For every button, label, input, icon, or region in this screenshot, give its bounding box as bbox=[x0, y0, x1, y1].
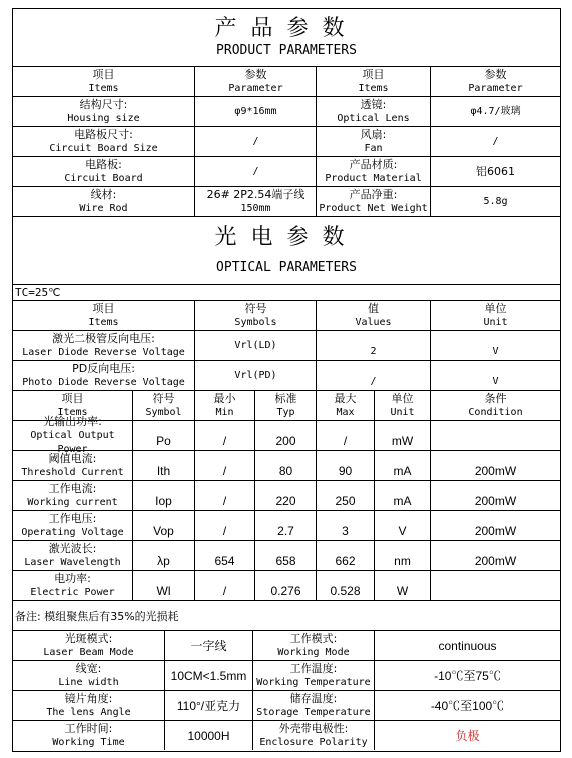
cell-max: / bbox=[343, 434, 348, 448]
cell-cond: 200mW bbox=[474, 494, 517, 508]
cell-min: / bbox=[222, 524, 227, 538]
note-text: 备注: 模组聚焦后有35%的光损耗 bbox=[15, 609, 179, 623]
cell-unit: W bbox=[396, 584, 409, 598]
product-row: 电路板尺寸: Circuit Board Size / 风扇: Fan / bbox=[13, 127, 560, 157]
cell-value: -10℃至75℃ bbox=[434, 668, 501, 683]
table-row: PD反向电压: Photo Diode Reverse Voltage Vrl(PD) / V bbox=[13, 361, 560, 391]
table-row: 工作电压: Operating Voltage Vop / 2.7 3 V 200mW bbox=[13, 511, 560, 541]
cell-unit: V bbox=[398, 524, 407, 538]
cell-unit: mA bbox=[393, 464, 412, 478]
table-row: 激光二极管反向电压: Laser Diode Reverse Voltage Vrl(LD) 2 V bbox=[13, 331, 560, 361]
table-row: 镜片角度: The lens Angle 110°/亚克力 储存温度: Storage Temperature -40℃至100℃ bbox=[13, 691, 560, 721]
cell-unit: nm bbox=[394, 554, 411, 568]
product-row: 结构尺寸: Housing size φ9*16mm 透镜: Optical Lens φ4.7/玻璃 bbox=[13, 97, 560, 127]
optical-header-row: 项目 Items 符号 Symbols 值 Values 单位 Unit bbox=[13, 301, 560, 331]
product-title-zh: 产品参数 bbox=[214, 15, 359, 41]
note-row bbox=[13, 601, 560, 631]
table-row: 工作时间: Working Time 10000H 外壳带电极性: Enclosure Polarity 负极 bbox=[13, 721, 560, 750]
optical-header2-row: 项目 Items 符号 Symbol 最小 Min 标准 Typ 最大 Max 单位 Unit 条件 Condition bbox=[13, 391, 560, 421]
optical-title-en: OPTICAL PARAMETERS bbox=[216, 259, 357, 275]
table-row: 激光波长: Laser Wavelength λp 654 658 662 nm 200mW bbox=[13, 541, 560, 571]
cell-typ: 0.276 bbox=[270, 584, 301, 598]
cell-max: 3 bbox=[342, 524, 349, 538]
optical-title-row bbox=[13, 217, 560, 285]
table-row: 光斑模式: Laser Beam Mode 一字线 工作模式: Working Mode continuous bbox=[13, 631, 560, 661]
spec-sheet bbox=[12, 8, 561, 752]
cell-unit: mA bbox=[393, 494, 412, 508]
table-row: 阈值电流: Threshold Current Ith / 80 90 mA 200mW bbox=[13, 451, 560, 481]
polarity-value: 负极 bbox=[455, 728, 480, 743]
cell-typ: 220 bbox=[275, 494, 296, 508]
product-row: 线材: Wire Rod 26# 2P2.54端子线 150mm 产品净重: Product Net Weight 5.8g bbox=[13, 187, 560, 217]
table-row: 工作电流: Working current Iop / 220 250 mA 200mW bbox=[13, 481, 560, 511]
cell-value: 一字线 bbox=[190, 638, 227, 653]
cell-min: 654 bbox=[214, 554, 235, 568]
cell-max: 250 bbox=[335, 494, 356, 508]
cell-value: continuous bbox=[438, 638, 497, 653]
cell-sym: Wl bbox=[156, 584, 171, 598]
cell-max: 662 bbox=[335, 554, 356, 568]
cell-min: / bbox=[222, 584, 227, 598]
cell-typ: 2.7 bbox=[277, 524, 294, 538]
cell-sym: Iop bbox=[155, 494, 172, 508]
product-title-en: PRODUCT PARAMETERS bbox=[216, 42, 357, 58]
cell-unit: mW bbox=[391, 434, 414, 448]
cell-max: 90 bbox=[338, 464, 353, 478]
cell-value: 110°/亚克力 bbox=[176, 698, 241, 713]
cell-min: / bbox=[222, 434, 227, 448]
table-row: 电功率: Electric Power Wl / 0.276 0.528 W bbox=[13, 571, 560, 601]
cell-value: 10000H bbox=[187, 728, 230, 743]
table-row: 线宽: Line width 10CM<1.5mm 工作温度: Working Temperature -10℃至75℃ bbox=[13, 661, 560, 691]
cell-sym: Po bbox=[156, 434, 171, 448]
optical-title-zh: 光电参数 bbox=[214, 224, 359, 250]
cell-sym: Vop bbox=[153, 524, 174, 538]
product-title-row bbox=[13, 9, 560, 67]
tc-row bbox=[13, 285, 560, 301]
cell-typ: 80 bbox=[278, 464, 293, 478]
table-row: 光输出功率: Optical Output Power Po / 200 / mW bbox=[13, 421, 560, 451]
cell-max: 0.528 bbox=[330, 584, 361, 598]
product-header-row: 项目 Items 参数 Parameter 项目 Items 参数 Parameter bbox=[13, 67, 560, 97]
cell-sym: λp bbox=[157, 554, 170, 568]
tc-label: TC=25℃ bbox=[15, 286, 61, 299]
cell-typ: 200 bbox=[275, 434, 296, 448]
cell-cond: 200mW bbox=[474, 554, 517, 568]
cell-sym: Ith bbox=[156, 464, 171, 478]
cell-value: 10CM<1.5mm bbox=[170, 668, 247, 683]
cell-min: / bbox=[222, 464, 227, 478]
cell-typ: 658 bbox=[275, 554, 296, 568]
product-row: 电路板: Circuit Board / 产品材质: Product Material 铝6061 bbox=[13, 157, 560, 187]
cell-cond: 200mW bbox=[474, 524, 517, 538]
cell-min: / bbox=[222, 494, 227, 508]
cell-value: -40℃至100℃ bbox=[430, 698, 505, 713]
cell-cond: 200mW bbox=[474, 464, 517, 478]
